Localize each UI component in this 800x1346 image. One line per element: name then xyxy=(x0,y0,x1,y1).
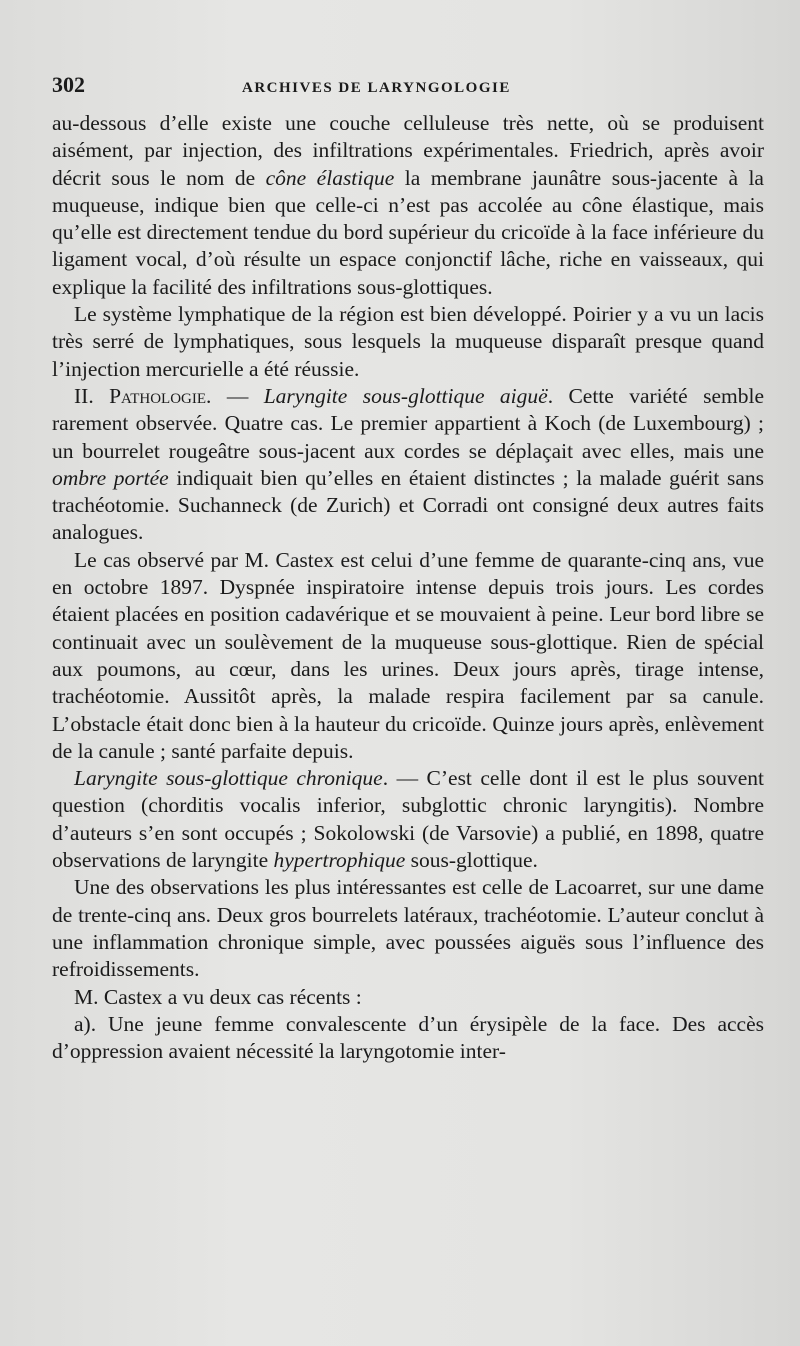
paragraph xyxy=(52,1011,764,1066)
text-run: M. Castex a vu deux cas récents : xyxy=(74,984,362,1009)
text-run: Le système lymphatique de la région est bien développé. Poirier y a vu un lacis très serré de lymphatiques, sous lesquels la muqueuse disparaît presque quand l’injection mercurielle a été réussie. xyxy=(52,302,764,381)
page-number: 302 xyxy=(52,72,85,97)
italic-text: Laryngite sous-glottique chronique xyxy=(74,766,383,791)
paragraph xyxy=(52,765,764,874)
paragraph xyxy=(52,547,764,765)
text-run: la membrane jaunâtre sous-jacente à la muqueuse, indique bien que celle-ci n’est pas accolée au cône élastique, mais qu’elle est directement tendue du bord supérieur du cricoïde à la face inférieure du ligament vocal, d’où résulte un espace conjonctif lâche, riche en vaisseaux, qui explique la facilité des infiltrations sous-glottiques. xyxy=(52,165,764,299)
italic-text: ombre portée xyxy=(52,465,169,490)
paragraph xyxy=(52,110,764,301)
text-run: . Cette variété semble rarement observée. Quatre cas. Le premier appartient à Koch (de Luxembourg) ; un bourrelet rougeâtre sous-jacent aux cordes se déplaçait avec elles, mais une xyxy=(52,383,764,463)
text-run: . — xyxy=(206,383,264,408)
italic-text: hypertrophique xyxy=(273,848,406,873)
small-caps-text: Pathologie xyxy=(109,383,207,408)
paragraph xyxy=(52,984,764,1011)
text-run: . — C’est celle dont il est le plus souvent question (chorditis vocalis inferior, subglottic chronic laryngitis). Nombre d’auteurs s’en sont occupés ; Sokolowski (de Varsovie) a publié, en 1898, quatre observations de laryngite xyxy=(52,766,764,873)
paragraph xyxy=(52,874,764,983)
italic-text: cône élastique xyxy=(265,165,395,190)
text-run: au-dessous d’elle existe une couche celluleuse très nette, où se produisent aisément, par injection, des infiltrations expérimentales. Friedrich, après avoir décrit sous le nom de xyxy=(52,111,764,190)
paragraph xyxy=(52,383,764,547)
italic-text: Laryngite sous-glottique aiguë xyxy=(263,383,548,408)
page-header xyxy=(52,72,764,100)
paragraph xyxy=(52,301,764,383)
text-run: a). Une jeune femme convalescente d’un érysipèle de la face. Des accès d’oppression avaient nécessité la laryngotomie inter- xyxy=(52,1011,764,1064)
text-run: II. xyxy=(74,383,110,408)
text-run: Le cas observé par M. Castex est celui d’une femme de quarante-cinq ans, vue en octobre 1897. Dyspnée inspiratoire intense depuis trois jours. Les cordes étaient placées en position cadavérique et se mouvaient à peine. Leur bord libre se continuait avec un soulèvement de la muqueuse sous-glottique. Rien de spécial aux poumons, au cœur, dans les urines. Deux jours après, tirage intense, trachéotomie. Aussitôt après, la malade respira facilement par sa canule. L’obstacle était donc bien à la hauteur du cricoïde. Quinze jours après, enlèvement de la canule ; santé parfaite depuis. xyxy=(52,547,764,763)
text-run: Une des observations les plus intéressantes est celle de Lacoarret, sur une dame de trente-cinq ans. Deux gros bourrelets latéraux, trachéotomie. L’auteur conclut à une inflammation chronique simple, avec poussées aiguës sous l’influence des refroidissements. xyxy=(52,875,764,982)
text-run: sous-glottique. xyxy=(405,848,538,873)
body-text xyxy=(52,110,764,1065)
running-title: ARCHIVES DE LARYNGOLOGIE xyxy=(242,80,511,96)
text-run: indiquait bien qu’elles en étaient distinctes ; la malade guérit sans trachéotomie. Suchanneck (de Zurich) et Corradi ont consigné deux autres faits analogues. xyxy=(52,465,764,545)
